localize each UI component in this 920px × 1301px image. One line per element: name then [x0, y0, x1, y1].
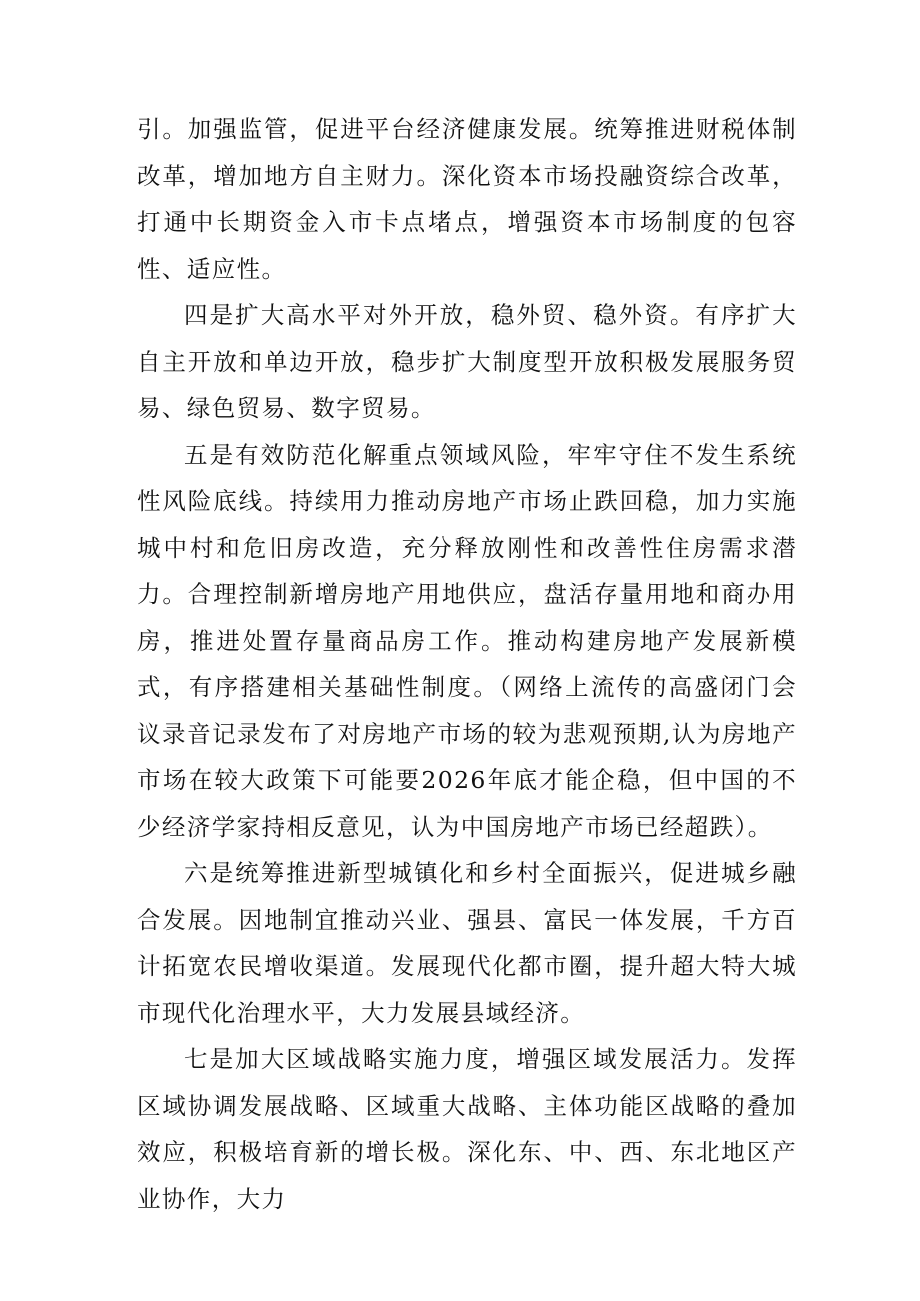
document-body	[137, 106, 797, 1222]
paragraph-point-six: 六是统筹推进新型城镇化和乡村全面振兴，促进城乡融合发展。因地制宜推动兴业、强县、富民一体发展，千方百计拓宽农民增收渠道。发展现代化都市圈，提升超大特大城市现代化治理水平，大力发展县域经济。	[137, 859, 797, 1027]
paragraph-continuation: 引。加强监管，促进平台经济健康发展。统筹推进财税体制改革，增加地方自主财力。深化资本市场投融资综合改革，打通中长期资金入市卡点堵点，增强资本市场制度的包容性、适应性。	[137, 115, 797, 283]
paragraph-point-seven: 七是加大区域战略实施力度，增强区域发展活力。发挥区域协调发展战略、区域重大战略、主体功能区战略的叠加效应，积极培育新的增长极。深化东、中、西、东北地区产业协作，大力	[137, 1045, 797, 1213]
paragraph-point-five: 五是有效防范化解重点领域风险，牢牢守住不发生系统性风险底线。持续用力推动房地产市场止跌回稳，加力实施城中村和危旧房改造，充分释放刚性和改善性住房需求潜力。合理控制新增房地产用地供应，盘活存量用地和商办用房，推进处置存量商品房工作。推动构建房地产发展新模式，有序搭建相关基础性制度。（网络上流传的高盛闭门会议录音记录发布了对房地产市场的较为悲观预期,认为房地产市场在较大政策下可能要2026年底才能企稳，但中国的不少经济学家持相反意见，认为中国房地产市场已经超跌）。	[137, 440, 797, 841]
paragraph-point-four: 四是扩大高水平对外开放，稳外贸、稳外资。有序扩大自主开放和单边开放，稳步扩大制度型开放积极发展服务贸易、绿色贸易、数字贸易。	[137, 301, 797, 422]
